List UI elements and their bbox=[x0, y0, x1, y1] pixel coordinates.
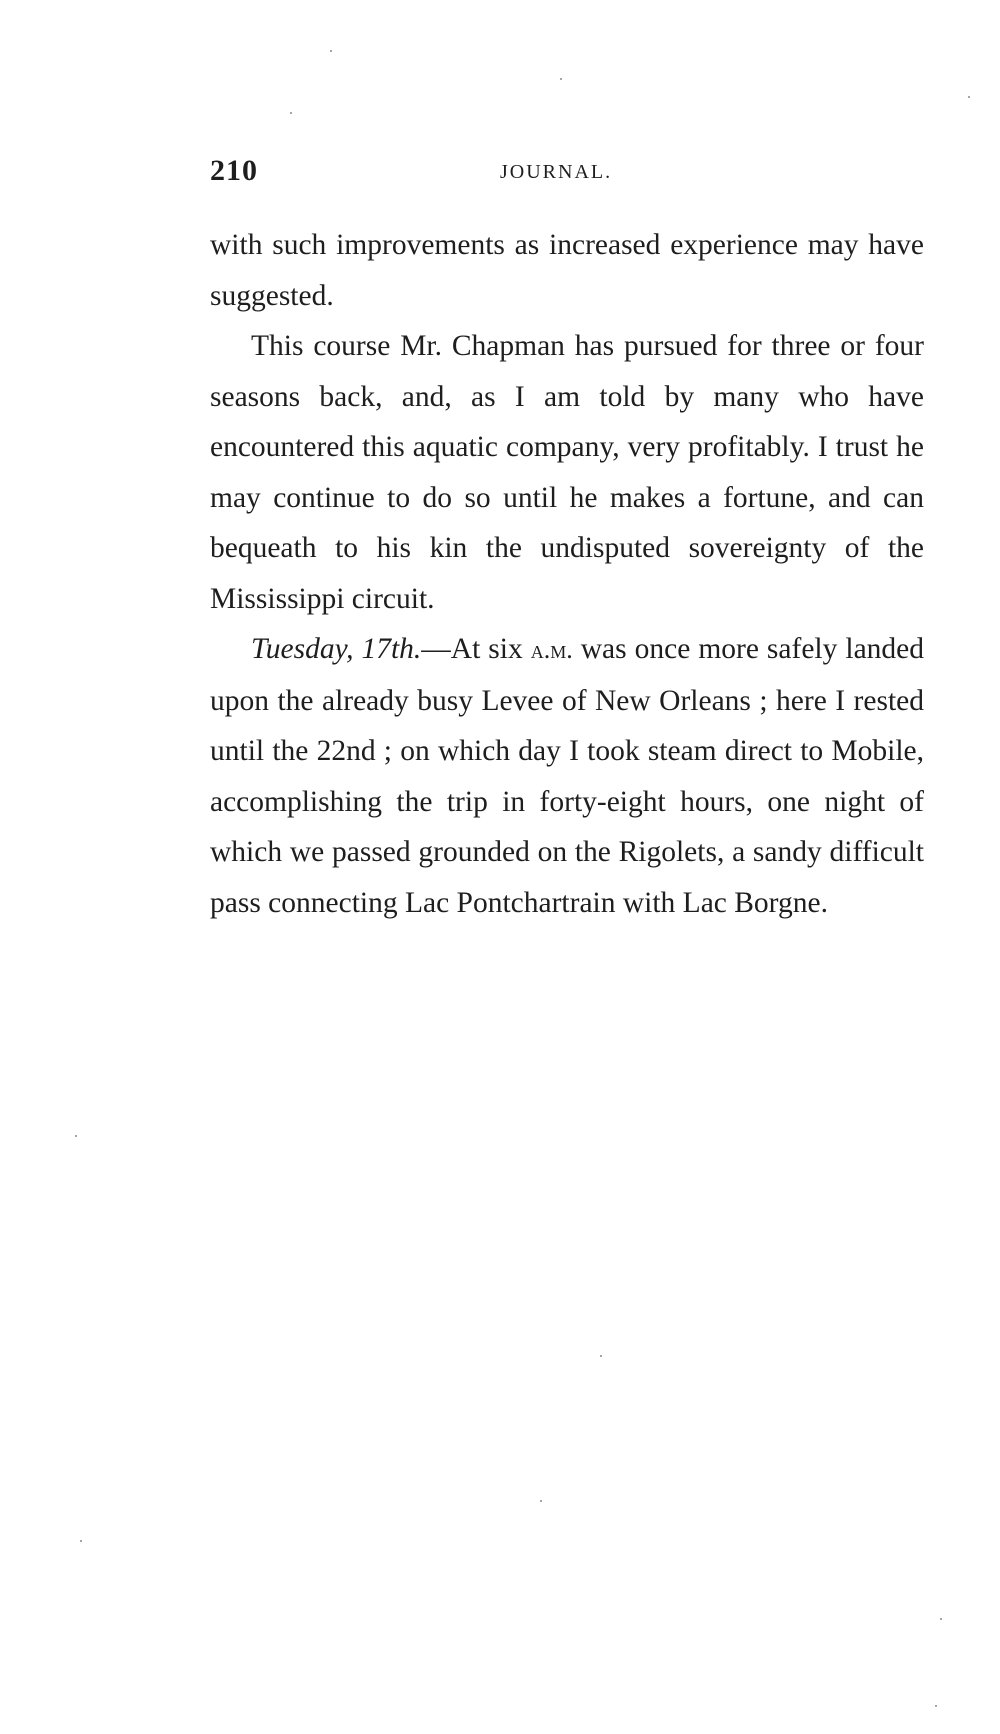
date-day: Tuesday, bbox=[251, 633, 354, 665]
scan-speck bbox=[75, 1135, 77, 1137]
date-number: 17th. bbox=[361, 633, 422, 665]
running-head: JOURNAL. bbox=[500, 161, 613, 183]
scan-speck bbox=[540, 1500, 542, 1502]
scan-speck bbox=[290, 112, 292, 114]
time-abbrev: a.m. bbox=[530, 635, 573, 664]
page-number: 210 bbox=[210, 154, 258, 187]
scan-speck bbox=[940, 1618, 942, 1620]
page-header bbox=[210, 154, 924, 194]
paragraph-tuesday bbox=[210, 624, 924, 928]
scan-speck bbox=[330, 50, 332, 52]
scan-speck bbox=[80, 1540, 82, 1542]
scan-speck bbox=[560, 78, 562, 80]
scan-speck bbox=[600, 1355, 602, 1357]
body-text bbox=[210, 220, 924, 928]
paragraph-text-b: was once more safely landed upon the already busy Levee of New Orleans ; here I rested until the 22nd ; on which day I took steam direct to Mobile, accomplishing the trip in forty-eight hours, one night of which we passed grounded on the Rigolets, a sandy difficult pass connecting Lac Pontchartrain with Lac Borgne. bbox=[210, 633, 925, 919]
paragraph-text-a: —At six bbox=[421, 633, 531, 665]
paragraph-chapman: This course Mr. Chapman has pursued for three or four seasons back, and, as I am told by many who have encountered this aquatic company, very profitably. I trust he may continue to do so until he makes a fortune, and can bequeath to his kin the undisputed sovereignty of the Mississippi circuit. bbox=[210, 330, 924, 615]
scan-speck bbox=[968, 96, 970, 98]
paragraph-continuation: with such improvements as increased experience may have suggested. bbox=[210, 229, 924, 312]
scan-speck bbox=[935, 1705, 937, 1707]
